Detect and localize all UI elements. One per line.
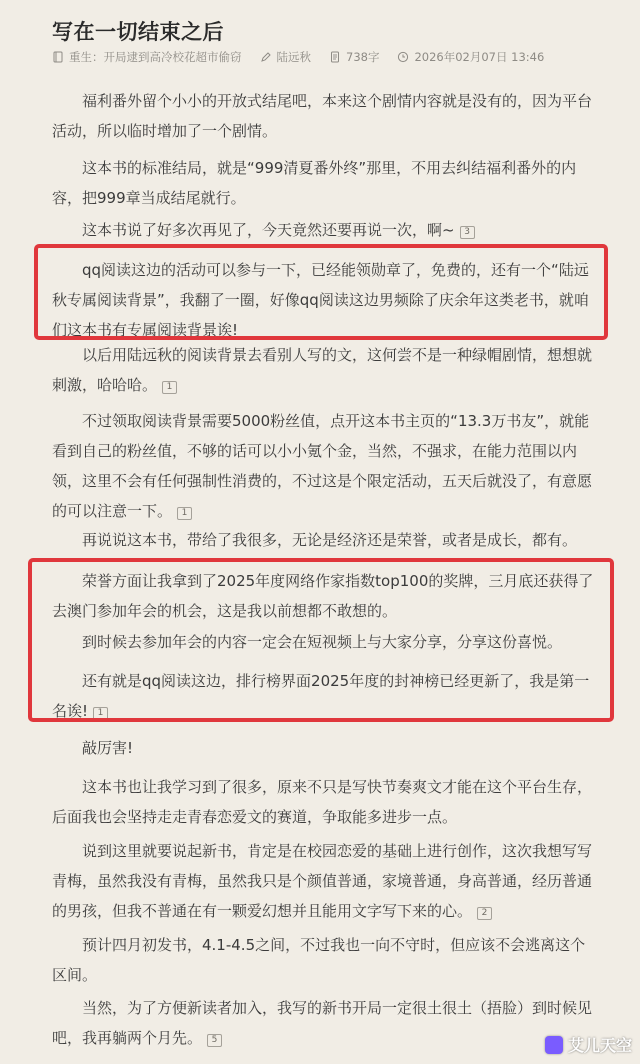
comment-count-badge[interactable]: 2 [477, 907, 492, 920]
pen-icon [260, 51, 272, 63]
watermark [545, 1033, 632, 1056]
book-icon [52, 51, 64, 63]
document-icon [329, 51, 341, 63]
watermark-text: 艾儿天空 [567, 1036, 632, 1055]
comment-count-badge[interactable]: 1 [177, 507, 192, 520]
meta-book[interactable] [52, 49, 242, 65]
paragraph-2: 这本书的标准结局，就是“999清夏番外终”那里，不用去纠结福利番外的内容，把999章当成结尾就行。 [52, 159, 577, 207]
paragraph-8: 荣誉方面让我拿到了2025年度网络作家指数top100的奖牌，三月底还获得了去澳门参加年会的机会，这是我以前想都不敢想的。 [52, 572, 594, 620]
paragraph-12: 这本书也让我学习到了很多，原来不只是写快节奏爽文才能在这个平台生存，后面我也会坚持走走青春恋爱文的赛道，争取能多进步一点。 [52, 778, 593, 826]
paragraph-5: 以后用陆远秋的阅读背景去看别人写的文，这何尝不是一种绿帽剧情，想想就刺激，哈哈哈。 1 [52, 346, 593, 394]
meta-datetime [397, 49, 544, 65]
meta-book-name: 重生：开局逮到高冷校花超市偷窃 [69, 50, 242, 64]
paragraph-15: 当然，为了方便新读者加入，我写的新书开局一定很土很土（捂脸）到时候见吧，我再躺两个月先。 5 [52, 999, 593, 1047]
paragraph-3: 这本书说了好多次再见了，今天竟然还要再说一次，啊~ 3 [52, 215, 600, 245]
comment-count-badge[interactable]: 1 [93, 707, 108, 720]
meta-word-count-value: 738字 [346, 50, 380, 64]
paragraph-10: 还有就是qq阅读这边，排行榜界面2025年度的封神榜已经更新了，我是第一名诶! 1 [52, 672, 590, 720]
meta-author[interactable] [260, 49, 312, 65]
comment-count-badge[interactable]: 5 [207, 1034, 222, 1047]
paragraph-1: 福利番外留个小小的开放式结尾吧，本来这个剧情内容就是没有的，因为平台活动，所以临时增加了一个剧情。 [52, 92, 593, 140]
comment-count-badge[interactable]: 3 [460, 226, 475, 239]
paragraph-4: qq阅读这边的活动可以参与一下，已经能领勋章了，免费的，还有一个“陆远秋专属阅读背景”，我翻了一圈，好像qq阅读这边男频除了庆余年这类老书，就咱们这本书有专属阅读背景诶! [52, 261, 589, 339]
paragraph-6: 不过领取阅读背景需要5000粉丝值，点开这本书主页的“13.3万书友”，就能看到自己的粉丝值，不够的话可以小小氪个金，当然，不强求，在能力范围以内领，这里不会有任何强制性消费的，不过这是个限定活动，五天后就没了，有意愿的可以注意一下。 1 [52, 412, 593, 520]
clock-icon [397, 51, 409, 63]
watermark-logo-icon [545, 1036, 563, 1054]
meta-word-count [329, 49, 379, 65]
paragraph-13: 说到这里就要说起新书，肯定是在校园恋爱的基础上进行创作，这次我想写写青梅，虽然我没有青梅，虽然我只是个颜值普通，家境普通，身高普通，经历普通的男孩，但我不普通在有一颗爱幻想并且能用文字写下来的心。 2 [52, 842, 593, 920]
article-meta [52, 50, 562, 64]
comment-count-badge[interactable]: 1 [162, 381, 177, 394]
paragraph-14: 预计四月初发书，4.1-4.5之间，不过我也一向不守时，但应该不会逃离这个区间。 [52, 936, 586, 984]
paragraph-9: 到时候去参加年会的内容一定会在短视频上与大家分享，分享这份喜悦。 [82, 633, 563, 651]
paragraph-7: 再说说这本书，带给了我很多，无论是经济还是荣誉，或者是成长，都有。 [82, 531, 578, 549]
meta-author-name: 陆远秋 [276, 50, 311, 64]
meta-datetime-value: 2026年02月07日 13:46 [414, 50, 545, 64]
article-title: 写在一切结束之后 [52, 20, 224, 44]
paragraph-11: 敲厉害! [82, 739, 134, 757]
